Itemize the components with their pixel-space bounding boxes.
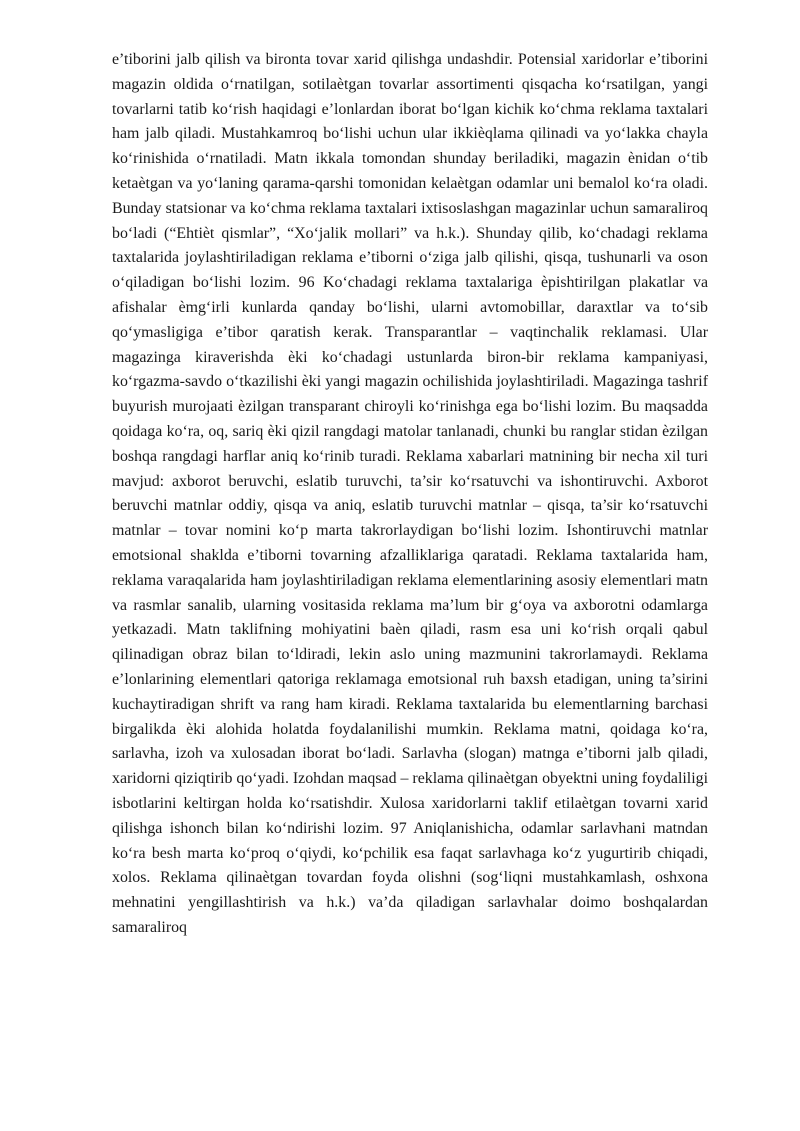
body-paragraph: e’tiborini jalb qilish va bironta tovar xarid qilishga undashdir. Potensial xaridorlar e’tiborini magazin oldida o‘rnatilgan, sotilaètgan tovarlar assortimenti qisqacha ko‘rsatilgan, yangi tovarlarni tatib ko‘rish haqidagi e’lonlardan iborat bo‘lgan kichik ko‘chma reklama taxtalari ham jalb qiladi. Mustahkamroq bo‘lishi uchun ular ikkièqlama qilinadi va yo‘lakka chayla ko‘rinishida o‘rnatiladi. Matn ikkala tomondan shunday beriladiki, magazin ènidan o‘tib ketaètgan va yo‘laning qarama-qarshi tomonidan kelaètgan odamlar uni bemalol ko‘ra oladi. Bunday statsionar va ko‘chma reklama taxtalari ixtisoslashgan magazinlar uchun samaraliroq bo‘ladi (“Ehtièt qismlar”, “Xo‘jalik mollari” va h.k.). Shunday qilib, ko‘chadagi reklama taxtalarida joylashtiriladigan reklama e’tiborni o‘ziga jalb qilishi, qisqa, tushunarli va oson o‘qiladigan bo‘lishi lozim. 96 Ko‘chadagi reklama taxtalariga èpishtirilgan plakatlar va afishalar èmg‘irli kunlarda qanday bo‘lishi, ularni avtomobillar, daraxtlar va to‘sib qo‘ymasligiga e’tibor qaratish kerak. Transparantlar – vaqtinchalik reklamasi. Ular magazinga kiraverishda èki ko‘chadagi ustunlarda biron-bir reklama kampaniyasi, ko‘rgazma-savdo o‘tkazilishi èki yangi magazin ochilishida joylashtiriladi. Magazinga tashrif buyurish murojaati èzilgan transparant chiroyli ko‘rinishga ega bo‘lishi lozim. Bu maqsadda qoidaga ko‘ra, oq, sariq èki qizil rangdagi matolar tanlanadi, chunki bu ranglar stidan èzilgan boshqa rangdagi harflar aniq ko‘rinib turadi. Reklama xabarlari matnining bir necha xil turi mavjud: axborot beruvchi, eslatib turuvchi, ta’sir ko‘rsatuvchi va ishontiruvchi. Axborot beruvchi matnlar oddiy, qisqa va aniq, eslatib turuvchi matnlar – qisqa, ta’sir ko‘rsatuvchi matnlar – tovar nomini ko‘p marta takrorlaydigan bo‘lishi lozim. Ishontiruvchi matnlar emotsional shaklda e’tiborni tovarning afzalliklariga qaratadi. Reklama taxtalarida ham, reklama varaqalarida ham joylashtiriladigan reklama elementlarining asosiy elementlari matn va rasmlar sanalib, ularning vositasida reklama ma’lum bir g‘oya va axborotni odamlarga yetkazadi. Matn taklifning mohiyatini baèn qiladi, rasm esa uni ko‘rish orqali qabul qilinadigan obraz bilan to‘ldiradi, lekin aslo uning mazmunini takrorlamaydi. Reklama e’lonlarining elementlari qatoriga reklamaga emotsional ruh baxsh etadigan, uning ta’sirini kuchaytiradigan shrift va rang ham kiradi. Reklama taxtalarida bu elementlarning barchasi birgalikda èki alohida holatda foydalanilishi mumkin. Reklama matni, qoidaga ko‘ra, sarlavha, izoh va xulosadan iborat bo‘ladi. Sarlavha (slogan) matnga e’tiborni jalb qiladi, xaridorni qiziqtirib qo‘yadi. Izohdan maqsad – reklama qilinaètgan obyektni uning foydaliligi isbotlarini keltirgan holda ko‘rsatishdir. Xulosa xaridorlarni taklif etilaètgan tovarni xarid qilishga ishonch bilan ko‘ndirishi lozim. 97 Aniqlanishicha, odamlar sarlavhani matndan ko‘ra besh marta ko‘proq o‘qiydi, ko‘pchilik esa faqat sarlavhaga ko‘z yugurtirib chiqadi, xolos. Reklama qilinaètgan tovardan foyda olishni (sog‘liqni mustahkamlash, oshxona mehnatini yengillashtirish va h.k.) va’da qiladigan sarlavhalar doimo boshqalardan samaraliroq xyxy=(112,51,708,936)
document-page xyxy=(112,48,708,941)
